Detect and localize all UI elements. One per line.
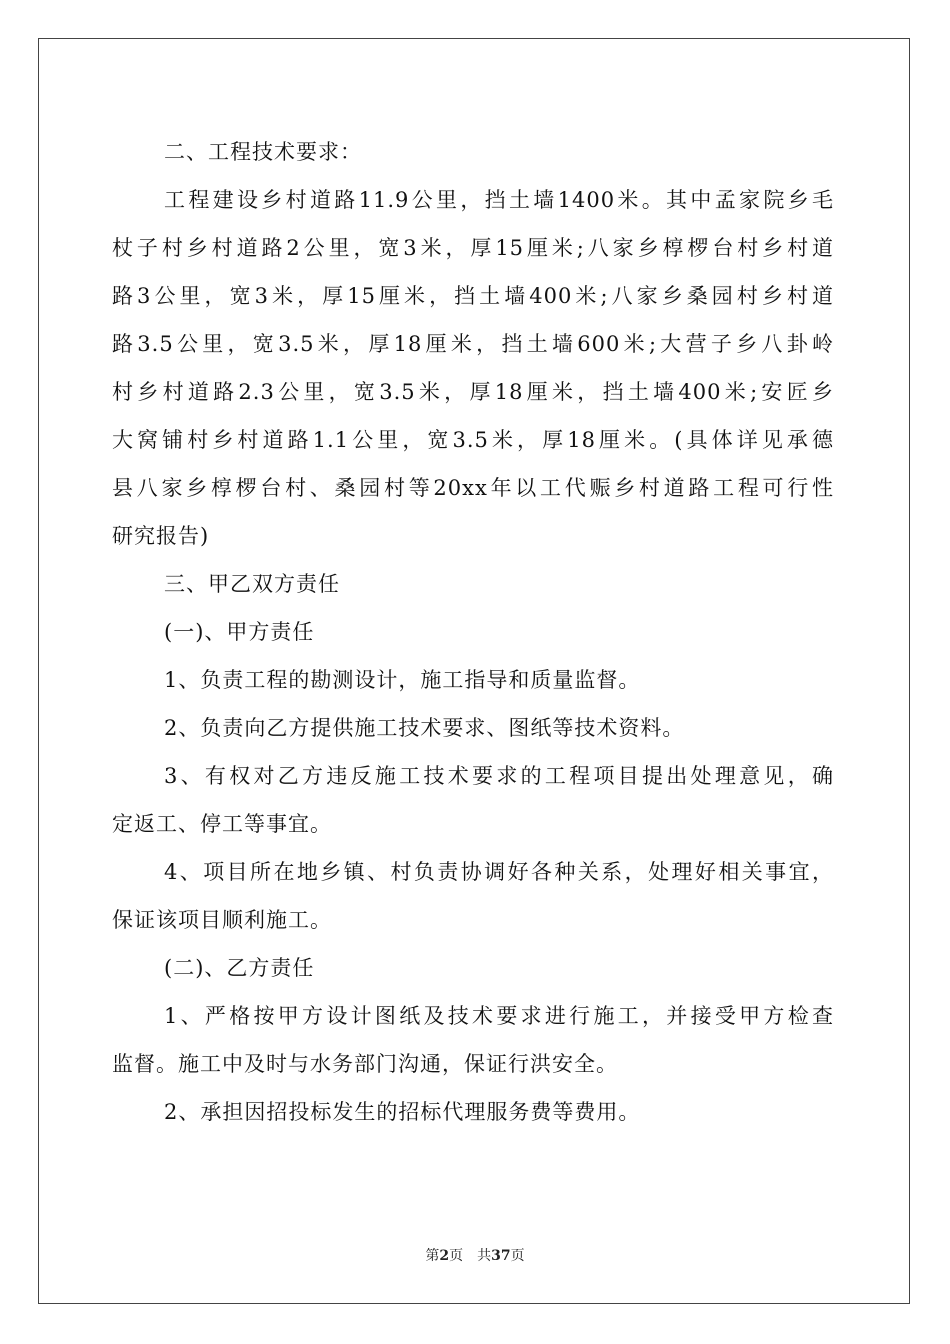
page-mid: 页 共 [449,1248,492,1264]
paragraph-line: 杖子村乡村道路2公里，宽3米，厚15厘米;八家乡椁椤台村乡村道 [112,236,834,260]
paragraph-line: 大窝铺村乡村道路1.1公里，宽3.5米，厚18厘米。(具体详见承德 [112,428,834,452]
paragraph-line: 县八家乡椁椤台村、桑园村等20xx年以工代赈乡村道路工程可行性 [112,476,834,500]
list-item: 1、负责工程的勘测设计，施工指导和质量监督。 [164,668,641,692]
page-suffix: 页 [510,1248,525,1264]
section-heading-technical: 二、工程技术要求： [164,140,362,164]
list-item: 2、承担因招投标发生的招标代理服务费等费用。 [164,1100,641,1124]
subheading-party-a: (一)、甲方责任 [164,620,315,644]
list-item: 4、项目所在地乡镇、村负责协调好各种关系，处理好相关事宜， [164,860,834,884]
list-item-continuation: 定返工、停工等事宜。 [112,812,332,836]
page-total: 37 [491,1248,511,1264]
page-prefix: 第 [425,1248,440,1264]
subheading-party-b: (二)、乙方责任 [164,956,315,980]
paragraph-line: 研究报告) [112,524,210,548]
page-footer [0,1245,950,1265]
paragraph-line: 村乡村道路2.3公里，宽3.5米，厚18厘米，挡土墙400米;安匠乡 [112,380,834,404]
paragraph-line: 路3公里，宽3米，厚15厘米，挡土墙400米;八家乡桑园村乡村道 [112,284,834,308]
list-item-continuation: 保证该项目顺利施工。 [112,908,332,932]
list-item: 1、严格按甲方设计图纸及技术要求进行施工，并接受甲方检查 [164,1004,834,1028]
page-current: 2 [439,1248,450,1264]
list-item: 2、负责向乙方提供施工技术要求、图纸等技术资料。 [164,716,685,740]
paragraph-line: 工程建设乡村道路11.9公里，挡土墙1400米。其中孟家院乡毛 [164,188,834,212]
paragraph-line: 路3.5公里，宽3.5米，厚18厘米，挡土墙600米;大营子乡八卦岭 [112,332,834,356]
list-item-continuation: 监督。施工中及时与水务部门沟通，保证行洪安全。 [112,1052,618,1076]
document-body [112,128,834,1136]
section-heading-responsibilities: 三、甲乙双方责任 [164,572,340,596]
list-item: 3、有权对乙方违反施工技术要求的工程项目提出处理意见，确 [164,764,834,788]
